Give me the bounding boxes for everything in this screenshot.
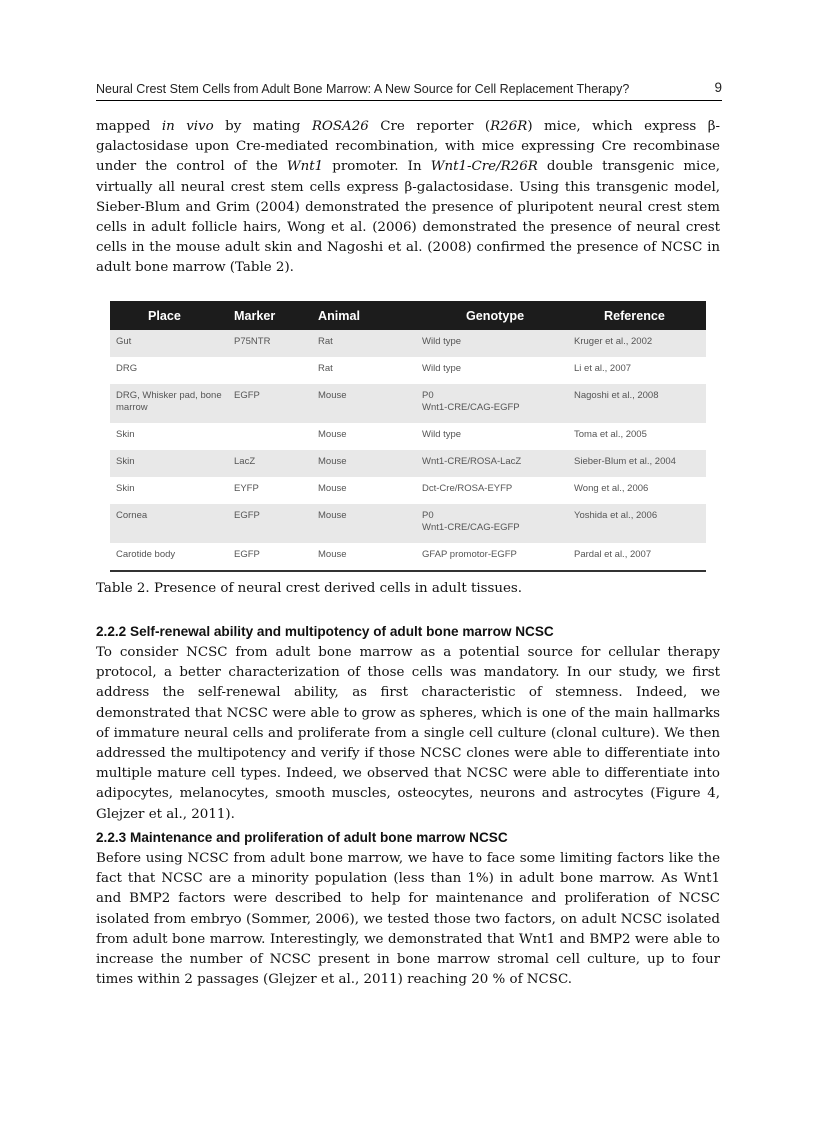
cell-reference: Kruger et al., 2002 — [568, 330, 706, 357]
cell-reference: Li et al., 2007 — [574, 363, 632, 374]
cell-animal: Mouse — [312, 504, 416, 543]
table-row — [110, 384, 706, 423]
cell-animal: Mouse — [318, 483, 347, 494]
cell-reference: Pardal et al., 2007 — [574, 549, 652, 560]
paragraph-maintenance: Before using NCSC from adult bone marrow, we have to face some limiting factors like the fact that NCSC are a minority population (less than 1%) in adult bone marrow. As Wnt1 and BMP2 factors were described to help for maintenance and proliferation of NCSC isolated from embryo (Sommer, 2006), we tested those two factors, on adult NCSC isolated from adult bone marrow. Interestingly, we demonstrated that Wnt1 and BMP2 were able to increase the number of NCSC present in bone marrow stromal cell culture, up to four times within 2 passages (Glejzer et al., 2011) reaching 20 % of NCSC. — [96, 851, 720, 988]
neural-crest-table — [110, 301, 706, 572]
column-header-animal: Animal — [312, 301, 416, 330]
cell-marker: LacZ — [228, 450, 312, 477]
cell-animal: Rat — [318, 363, 333, 374]
table-row — [110, 357, 706, 384]
cell-animal: Mouse — [318, 429, 347, 440]
cell-genotype: P0 Wnt1-CRE/CAG-EGFP — [416, 504, 568, 543]
table-row — [110, 543, 706, 571]
cell-marker — [228, 423, 312, 450]
cell-place: Cornea — [110, 504, 228, 543]
cell-genotype: Wild type — [422, 363, 462, 374]
cell-genotype: P0 Wnt1-CRE/CAG-EGFP — [416, 384, 568, 423]
cell-reference: Wong et al., 2006 — [574, 483, 649, 494]
cell-animal: Mouse — [318, 549, 347, 560]
cell-genotype: Dct-Cre/ROSA-EYFP — [422, 483, 513, 494]
section-heading-self-renewal: 2.2.2 Self-renewal ability and multipotency of adult bone marrow NCSC — [96, 624, 554, 639]
page-header — [96, 80, 722, 101]
cell-place: Skin — [116, 483, 135, 494]
table-row — [110, 330, 706, 357]
column-header-place: Place — [110, 301, 228, 330]
cell-marker: P75NTR — [228, 330, 312, 357]
cell-place: Carotide body — [116, 549, 176, 560]
cell-marker: EGFP — [234, 549, 260, 560]
page-number: 9 — [714, 80, 722, 95]
table-row — [110, 477, 706, 504]
cell-animal: Mouse — [312, 450, 416, 477]
cell-genotype: Wild type — [422, 429, 462, 440]
cell-genotype: GFAP promotor-EGFP — [422, 549, 517, 560]
cell-marker — [228, 357, 312, 384]
cell-reference: Yoshida et al., 2006 — [568, 504, 706, 543]
table-row — [110, 423, 706, 450]
cell-place: Gut — [110, 330, 228, 357]
cell-marker: EYFP — [234, 483, 259, 494]
section-heading-maintenance: 2.2.3 Maintenance and proliferation of adult bone marrow NCSC — [96, 830, 508, 845]
table-row — [110, 450, 706, 477]
column-header-reference: Reference — [568, 301, 706, 330]
cell-place: DRG — [116, 363, 138, 374]
cell-marker: EGFP — [228, 384, 312, 423]
table-caption: Table 2. Presence of neural crest derived cells in adult tissues. — [96, 581, 523, 596]
cell-genotype: Wnt1-CRE/ROSA-LacZ — [416, 450, 568, 477]
cell-reference: Nagoshi et al., 2008 — [568, 384, 706, 423]
paragraph-self-renewal: To consider NCSC from adult bone marrow as a potential source for cellular therapy protocol, a better characterization of those cells was mandatory. In our study, we first address the self-renewal ability, as first characteristic of stemness. Indeed, we demonstrated that NCSC were able to grow as spheres, which is one of the main hallmarks of immature neural cells and proliferate from a single cell culture (clonal culture). We then addressed the multipotency and verify if those NCSC clones were able to differentiate into multiple mature cell types. Indeed, we observed that NCSC were able to differentiate into adipocytes, melanocytes, smooth muscles, osteocytes, neurons and astrocytes (Figure 4, Glejzer et al., 2011). — [96, 645, 720, 822]
cell-animal: Rat — [312, 330, 416, 357]
intro-paragraph: mapped in vivo by mating ROSA26 Cre reporter (R26R) mice, which express β-galactosidase upon Cre-mediated recombination, with mice expressing Cre recombinase under the control of the Wnt1 promoter. In Wnt1-Cre/R26R double transgenic mice, virtually all neural crest stem cells express β-galactosidase. Using this transgenic model, Sieber-Blum and Grim (2004) demonstrated the presence of pluripotent neural crest stem cells in adult follicle hairs, Wong et al. (2006) demonstrated the presence of neural crest cells in the mouse adult skin and Nagoshi et al. (2008) confirmed the presence of NCSC in adult bone marrow (Table 2). — [96, 119, 721, 276]
cell-marker: EGFP — [228, 504, 312, 543]
cell-place: Skin — [110, 450, 228, 477]
cell-reference: Sieber-Blum et al., 2004 — [568, 450, 706, 477]
cell-place: DRG, Whisker pad, bone marrow — [110, 384, 228, 423]
cell-reference: Toma et al., 2005 — [574, 429, 647, 440]
column-header-marker: Marker — [228, 301, 312, 330]
cell-animal: Mouse — [312, 384, 416, 423]
column-header-genotype: Genotype — [416, 301, 568, 330]
table-header-row — [110, 301, 706, 330]
running-title: Neural Crest Stem Cells from Adult Bone Marrow: A New Source for Cell Replacement Therapy? — [96, 82, 630, 96]
cell-place: Skin — [116, 429, 135, 440]
table-row — [110, 504, 706, 543]
cell-genotype: Wild type — [416, 330, 568, 357]
